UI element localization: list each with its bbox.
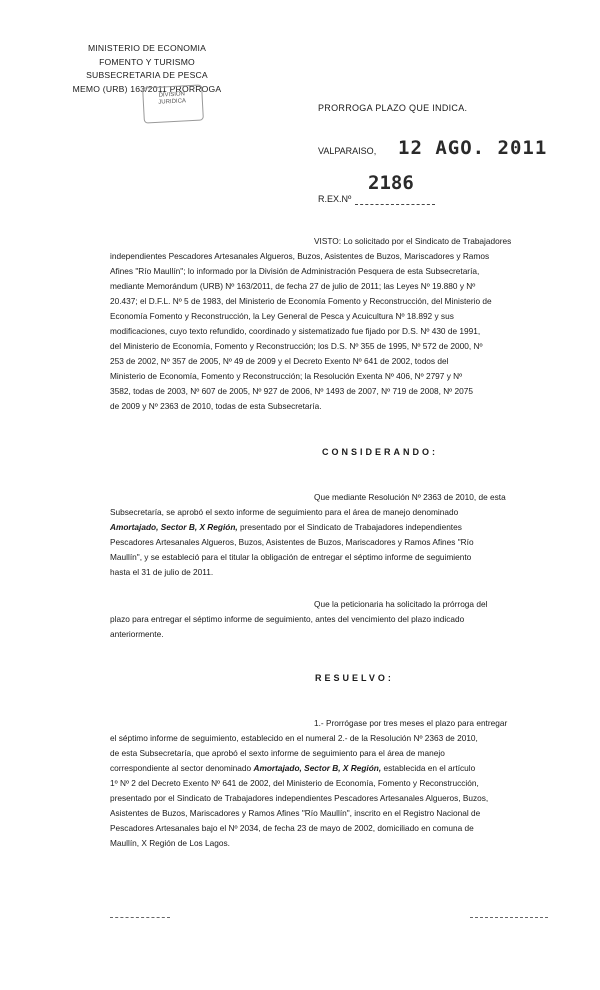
- document-subject: PRORROGA PLAZO QUE INDICA.: [318, 103, 468, 113]
- resuelvo-heading: RESUELVO:: [315, 673, 394, 683]
- resolution-label: R.EX.Nº: [318, 194, 352, 204]
- header-line: SUBSECRETARIA DE PESCA: [86, 70, 208, 80]
- footer-rule-left: [110, 917, 170, 918]
- considerando-paragraph-2: Que la peticionaria ha solicitado la prórroga del plazo para entregar el séptimo informe de seguimiento, antes del vencimiento del plazo indicado anteriormente.: [110, 599, 488, 639]
- resuelvo-paragraph-1: 1.- Prorrógase por tres meses el plazo para entregar el séptimo informe de seguimiento, establecido en el numeral 2.- de la Resolución Nº 2363 de 2010, de esta Subsecretaría, que aprobó el sexto informe de seguimiento para el área de manejo correspondiente al sector denominado Amortajado, Sector B, X Región, establecida en el artículo 1º Nº 2 del Decreto Exento Nº 641 de 2002, del Ministerio de Economía, Fomento y Reconstrucción, presentado por el Sindicato de Trabajadores independientes Pescadores Artesanales Algueros, Buzos, Asistentes de Buzos, Mariscadores y Ramos Afines "Río Maullín", inscrito en el Registro Nacional de Pescadores Artesanales bajo el Nº 2034, de fecha 23 de mayo de 2002, domiciliado en comuna de Maullín, X Región de Los Lagos.: [110, 718, 508, 848]
- visto-paragraph: VISTO: Lo solicitado por el Sindicato de Trabajadores independientes Pescadores Artesanales Algueros, Buzos, Asistentes de Buzos, Mariscadores y Ramos Afines "Río Maullín"; lo informado por la División de Administración Pesquera de esta Subsecretaría, mediante Memorándum (URB) Nº 163/2011, de fecha 27 de julio de 2011; las Leyes Nº 19.880 y Nº 20.437; el D.F.L. Nº 5 de 1983, del Ministerio de Economía Fomento y Reconstrucción, del Ministerio de Economía Fomento y Reconstrucción, la Ley General de Pesca y Acuicultura Nº 18.892 y sus modificaciones, cuyo texto refundido, coordinado y sistematizado fue fijado por D.S. Nº 430 de 1991, del Ministerio de Economía, Fomento y Reconstrucción; los D.S. Nº 355 de 1995, Nº 572 de 2000, Nº 253 de 2002, Nº 357 de 2005, Nº 49 de 2009 y el Decreto Exento Nº 641 de 2002, todos del Ministerio de Economía, Fomento y Reconstrucción; la Resolución Exenta Nº 406, Nº 2797 y Nº 3582, todas de 2003, Nº 607 de 2005, Nº 927 de 2006, Nº 1493 de 2007, Nº 719 de 2008, Nº 2075 de 2009 y Nº 2363 de 2010, todas de esta Subsecretaría.: [110, 236, 512, 411]
- place-label: VALPARAISO,: [318, 146, 377, 156]
- visto-lead: VISTO:: [314, 236, 342, 246]
- header-line: MINISTERIO DE ECONOMIA: [87, 43, 207, 53]
- header-line: MEMO (URB) 163/2011 PRORROGA: [72, 83, 222, 94]
- resolution-underline: [355, 204, 435, 205]
- footer-rule-right: [470, 917, 548, 918]
- area-name-bold: Amortajado, Sector B, X Región,: [253, 763, 382, 773]
- resolution-number: 2186: [368, 172, 414, 194]
- division-stamp: DIVISION JURIDICA: [158, 91, 187, 106]
- considerando-heading: CONSIDERANDO:: [322, 447, 439, 457]
- document-date-stamp: 12 AGO. 2011: [398, 137, 548, 159]
- header-line: FOMENTO Y TURISMO: [99, 56, 195, 67]
- area-name-bold: Amortajado, Sector B, X Región,: [110, 522, 238, 532]
- considerando-paragraph-1: Que mediante Resolución Nº 2363 de 2010, de esta Subsecretaría, se aprobó el sexto informe de seguimiento para el área de manejo denominado Amortajado, Sector B, X Región, presentado por el Sindicato de Trabajadores independientes Pescadores Artesanales Algueros, Buzos, Asistentes de Buzos, Mariscadores y Ramos Afines "Río Maullín", y se estableció para el titular la obligación de entregar el séptimo informe de seguimiento hasta el 31 de julio de 2011.: [110, 492, 506, 577]
